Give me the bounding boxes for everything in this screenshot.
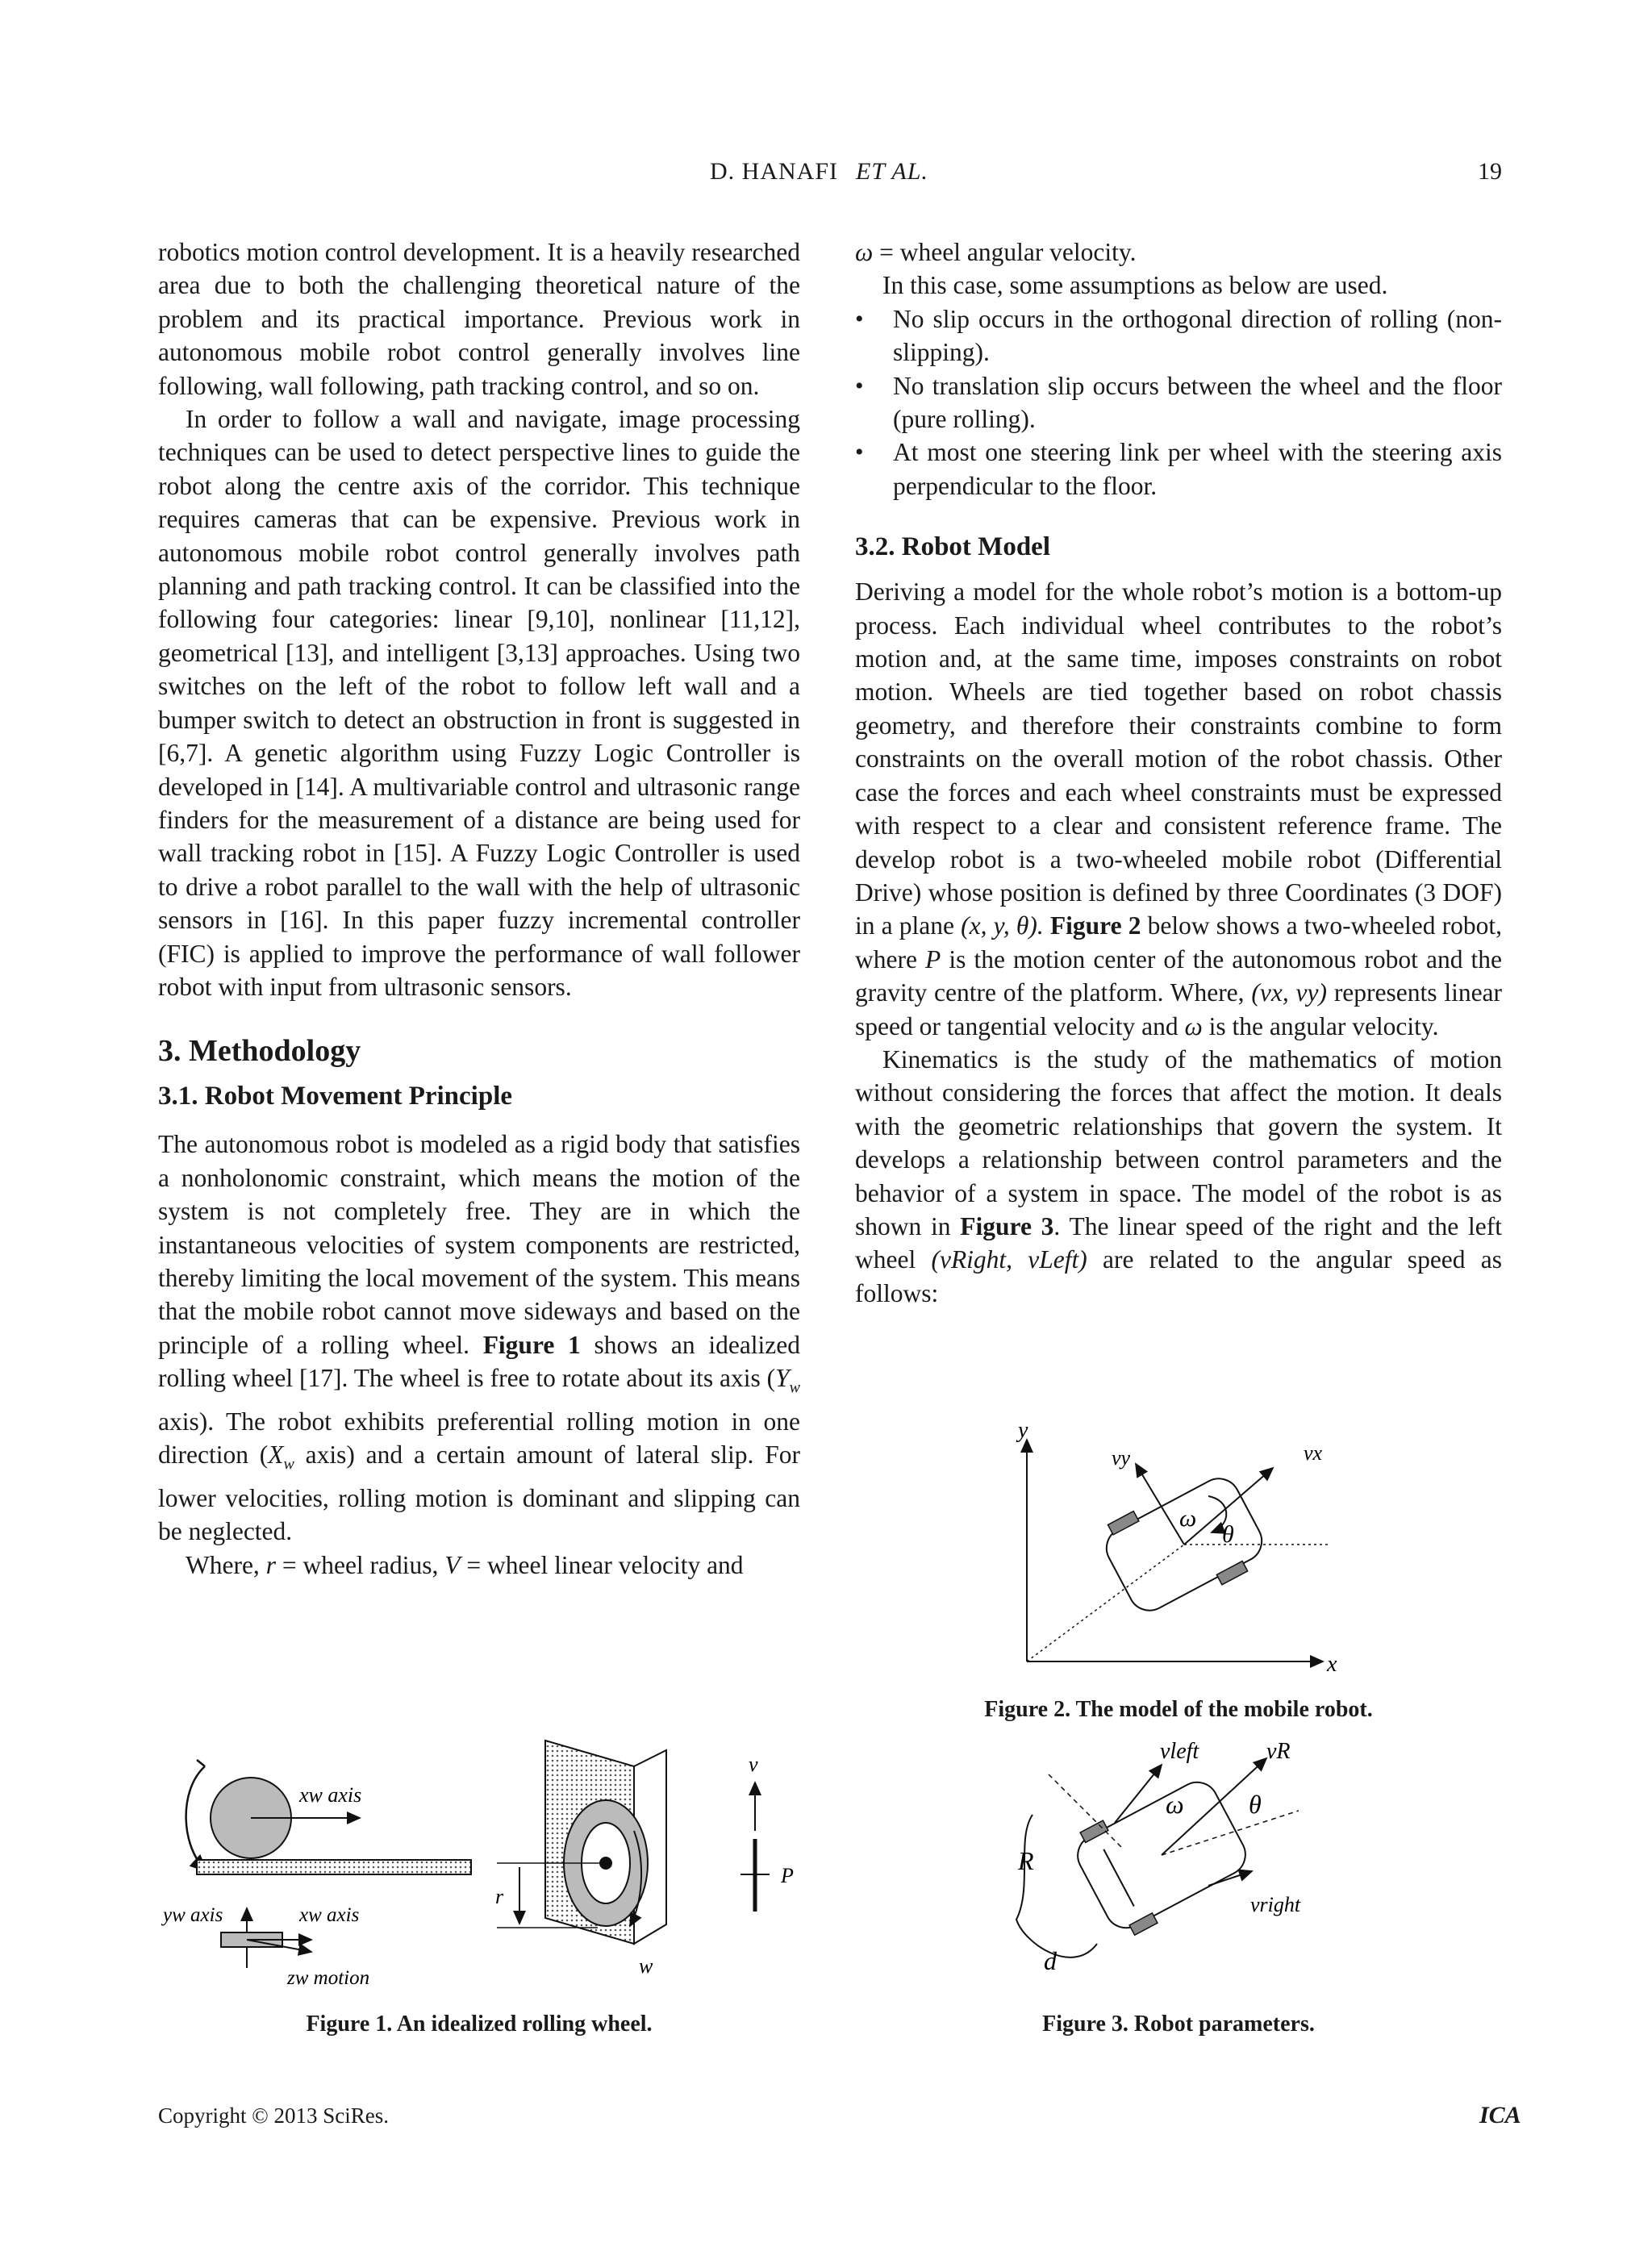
vx-label: vx: [1304, 1441, 1323, 1465]
figure-3-caption: Figure 3. Robot parameters.: [1042, 2012, 1315, 2037]
paragraph: ω = wheel angular velocity.: [855, 238, 1137, 266]
paragraph: In order to follow a wall and navigate, image processing techniques can be used to detect perspective lines to guide the robot along the centre axis of the corridor. This technique requires cameras that can be expensive. Previous work in autonomous mobile robot control generally involves path planning and path tracking control. It can be classified into the following four categories: linear [9,10], nonlinear [11,12], geometrical [13], and intelligent [3,13] approaches. Using two switches on the left of the robot to follow left wall and a bumper switch to detect an obstruction in front is suggested in [6,7]. A genetic algorithm using Fuzzy Logic Controller is developed in [14]. A multivariable control and ultrasonic range finders for the measurement of a distance are being used for wall tracking robot in [15]. A Fuzzy Logic Controller is used to drive a robot parallel to the wall with the help of ultrasonic sensors in [16]. In this paper fuzzy incremental controller (FIC) is applied to improve the performance of wall follower robot with input from ultrasonic sensors.: [158, 405, 800, 1001]
omega-label: ω: [1179, 1505, 1197, 1532]
v-left-label: vleft: [1160, 1742, 1199, 1764]
journal-abbrev: ICA: [1479, 2102, 1521, 2128]
left-wheel: [1080, 1820, 1108, 1842]
list-item: • At most one steering link per wheel with the steering axis perpendicular to the floor.: [855, 436, 1502, 502]
vy-arrow: [1136, 1464, 1184, 1545]
copyright: Copyright © 2013 SciRes.: [158, 2103, 390, 2128]
right-column: [855, 236, 1502, 1310]
figure-2-caption: Figure 2. The model of the mobile robot.: [984, 1697, 1373, 1722]
list-item: • No slip occurs in the orthogonal direction of rolling (non-slipping).: [855, 302, 1502, 369]
section-heading: 3. Methodology: [158, 1034, 361, 1069]
v-left-arrow: [1115, 1765, 1162, 1823]
figure-1-caption: Figure 1. An idealized rolling wheel.: [306, 2012, 653, 2037]
y-label: y: [1018, 1420, 1028, 1443]
paragraph: Where, r = wheel radius, V = wheel linear velocity and: [186, 1550, 744, 1579]
assumption-list: [855, 302, 1502, 502]
vy-label: vy: [1112, 1446, 1131, 1470]
subsection-heading: 3.1. Robot Movement Principle: [158, 1082, 513, 1111]
ground: [197, 1860, 471, 1874]
paragraph: The autonomous robot is modeled as a rigid body that satisfies a nonholonomic constraint, which means the motion of the system is not completely free. They are in which the instantaneous velocities of system components are restricted, thereby limiting the local movement of the system. This means that the mobile robot cannot move sideways and based on the principle of a rolling wheel. Figure 1 shows an idealized rolling wheel [17]. The wheel is free to rotate about its axis ($Y_w$ axis). The robot exhibits preferential rolling motion in one direction ($X_w$ axis) and a certain amount of lateral slip. For lower velocities, rolling motion is dominant and slipping can be neglected.: [158, 1130, 801, 1546]
zw-motion-label: zw motion: [287, 1967, 370, 1989]
theta-label: θ: [1222, 1521, 1234, 1548]
v-right-label: vright: [1250, 1893, 1301, 1916]
xw-axis-bottom-label: xw axis: [299, 1904, 360, 1926]
paragraph: In this case, some assumptions as below are used.: [882, 271, 1388, 300]
w-label: w: [639, 1954, 653, 1978]
position-line: [1027, 1545, 1184, 1661]
figure-ref[interactable]: Figure 2: [1049, 911, 1141, 940]
figure-ref[interactable]: Figure 3: [960, 1211, 1054, 1240]
left-wheel: [1108, 1511, 1138, 1535]
x-label: x: [1327, 1652, 1337, 1677]
right-wheel: [1216, 1561, 1247, 1585]
figure-2-diagram: [1000, 1420, 1355, 1686]
R-label: R: [1018, 1846, 1034, 1875]
vR-label: vR: [1266, 1742, 1291, 1764]
theta-label: θ: [1249, 1790, 1262, 1819]
v-label: v: [749, 1753, 758, 1776]
list-item: • No translation slip occurs between the wheel and the floor (pure rolling).: [855, 369, 1502, 436]
figure-ref[interactable]: Figure 1: [482, 1330, 581, 1359]
paragraph: robotics motion control development. It is a heavily researched area due to both the challenging theoretical nature of the problem and its practical importance. Previous work in autonomous mobile robot control generally involves line following, wall following, path tracking control, and so on.: [158, 238, 800, 400]
omega-label: ω: [1166, 1790, 1184, 1819]
v-right-arrow: [1208, 1871, 1252, 1886]
xw-axis-top-label: xw axis: [299, 1783, 362, 1807]
yw-axis-label: yw axis: [163, 1904, 223, 1926]
paragraph: Kinematics is the study of the mathematics of motion without considering the forces that affect the motion. It deals with the geometric relationships that govern the system. It develops a relationship between control parameters and the behavior of a system in space. The model of the robot is as shown in Figure 3. The linear speed of the right and the left wheel (vRight, vLeft) are related to the angular speed as follows:: [855, 1044, 1503, 1307]
subsection-heading: 3.2. Robot Model: [855, 532, 1050, 562]
figure-3-diagram: [1000, 1742, 1355, 2000]
paragraph: Deriving a model for the whole robot’s motion is a bottom-up process. Each individual wheel contributes to the robot’s motion and, at the same time, imposes constraints on robot motion. Wheels are tied together based on robot chassis geometry, and therefore their constraints combine to form constraints on the overall motion of the robot chassis. Other case the forces and each wheel constraints must be expressed with respect to a clear and consistent reference frame. The develop robot is a two-wheeled mobile robot (Differential Drive) whose position is defined by three Coordinates (3 DOF) in a plane (x, y, θ). Figure 2 below shows a two-wheeled robot, where P is the motion center of the autonomous robot and the gravity centre of the platform. Where, (vx, vy) represents linear speed or tangential velocity and ω is the angular velocity.: [855, 577, 1503, 1040]
figure-1-diagram: [158, 1734, 803, 2000]
running-head: D. HANAFI ET AL.: [710, 158, 928, 185]
page-number: 19: [1478, 158, 1502, 185]
d-label: d: [1044, 1946, 1057, 1975]
r-label: r: [495, 1885, 504, 1908]
left-column: [158, 236, 800, 1582]
P-label: P: [781, 1864, 794, 1887]
rotation-arrow: [186, 1766, 206, 1871]
right-wheel: [1129, 1913, 1158, 1935]
